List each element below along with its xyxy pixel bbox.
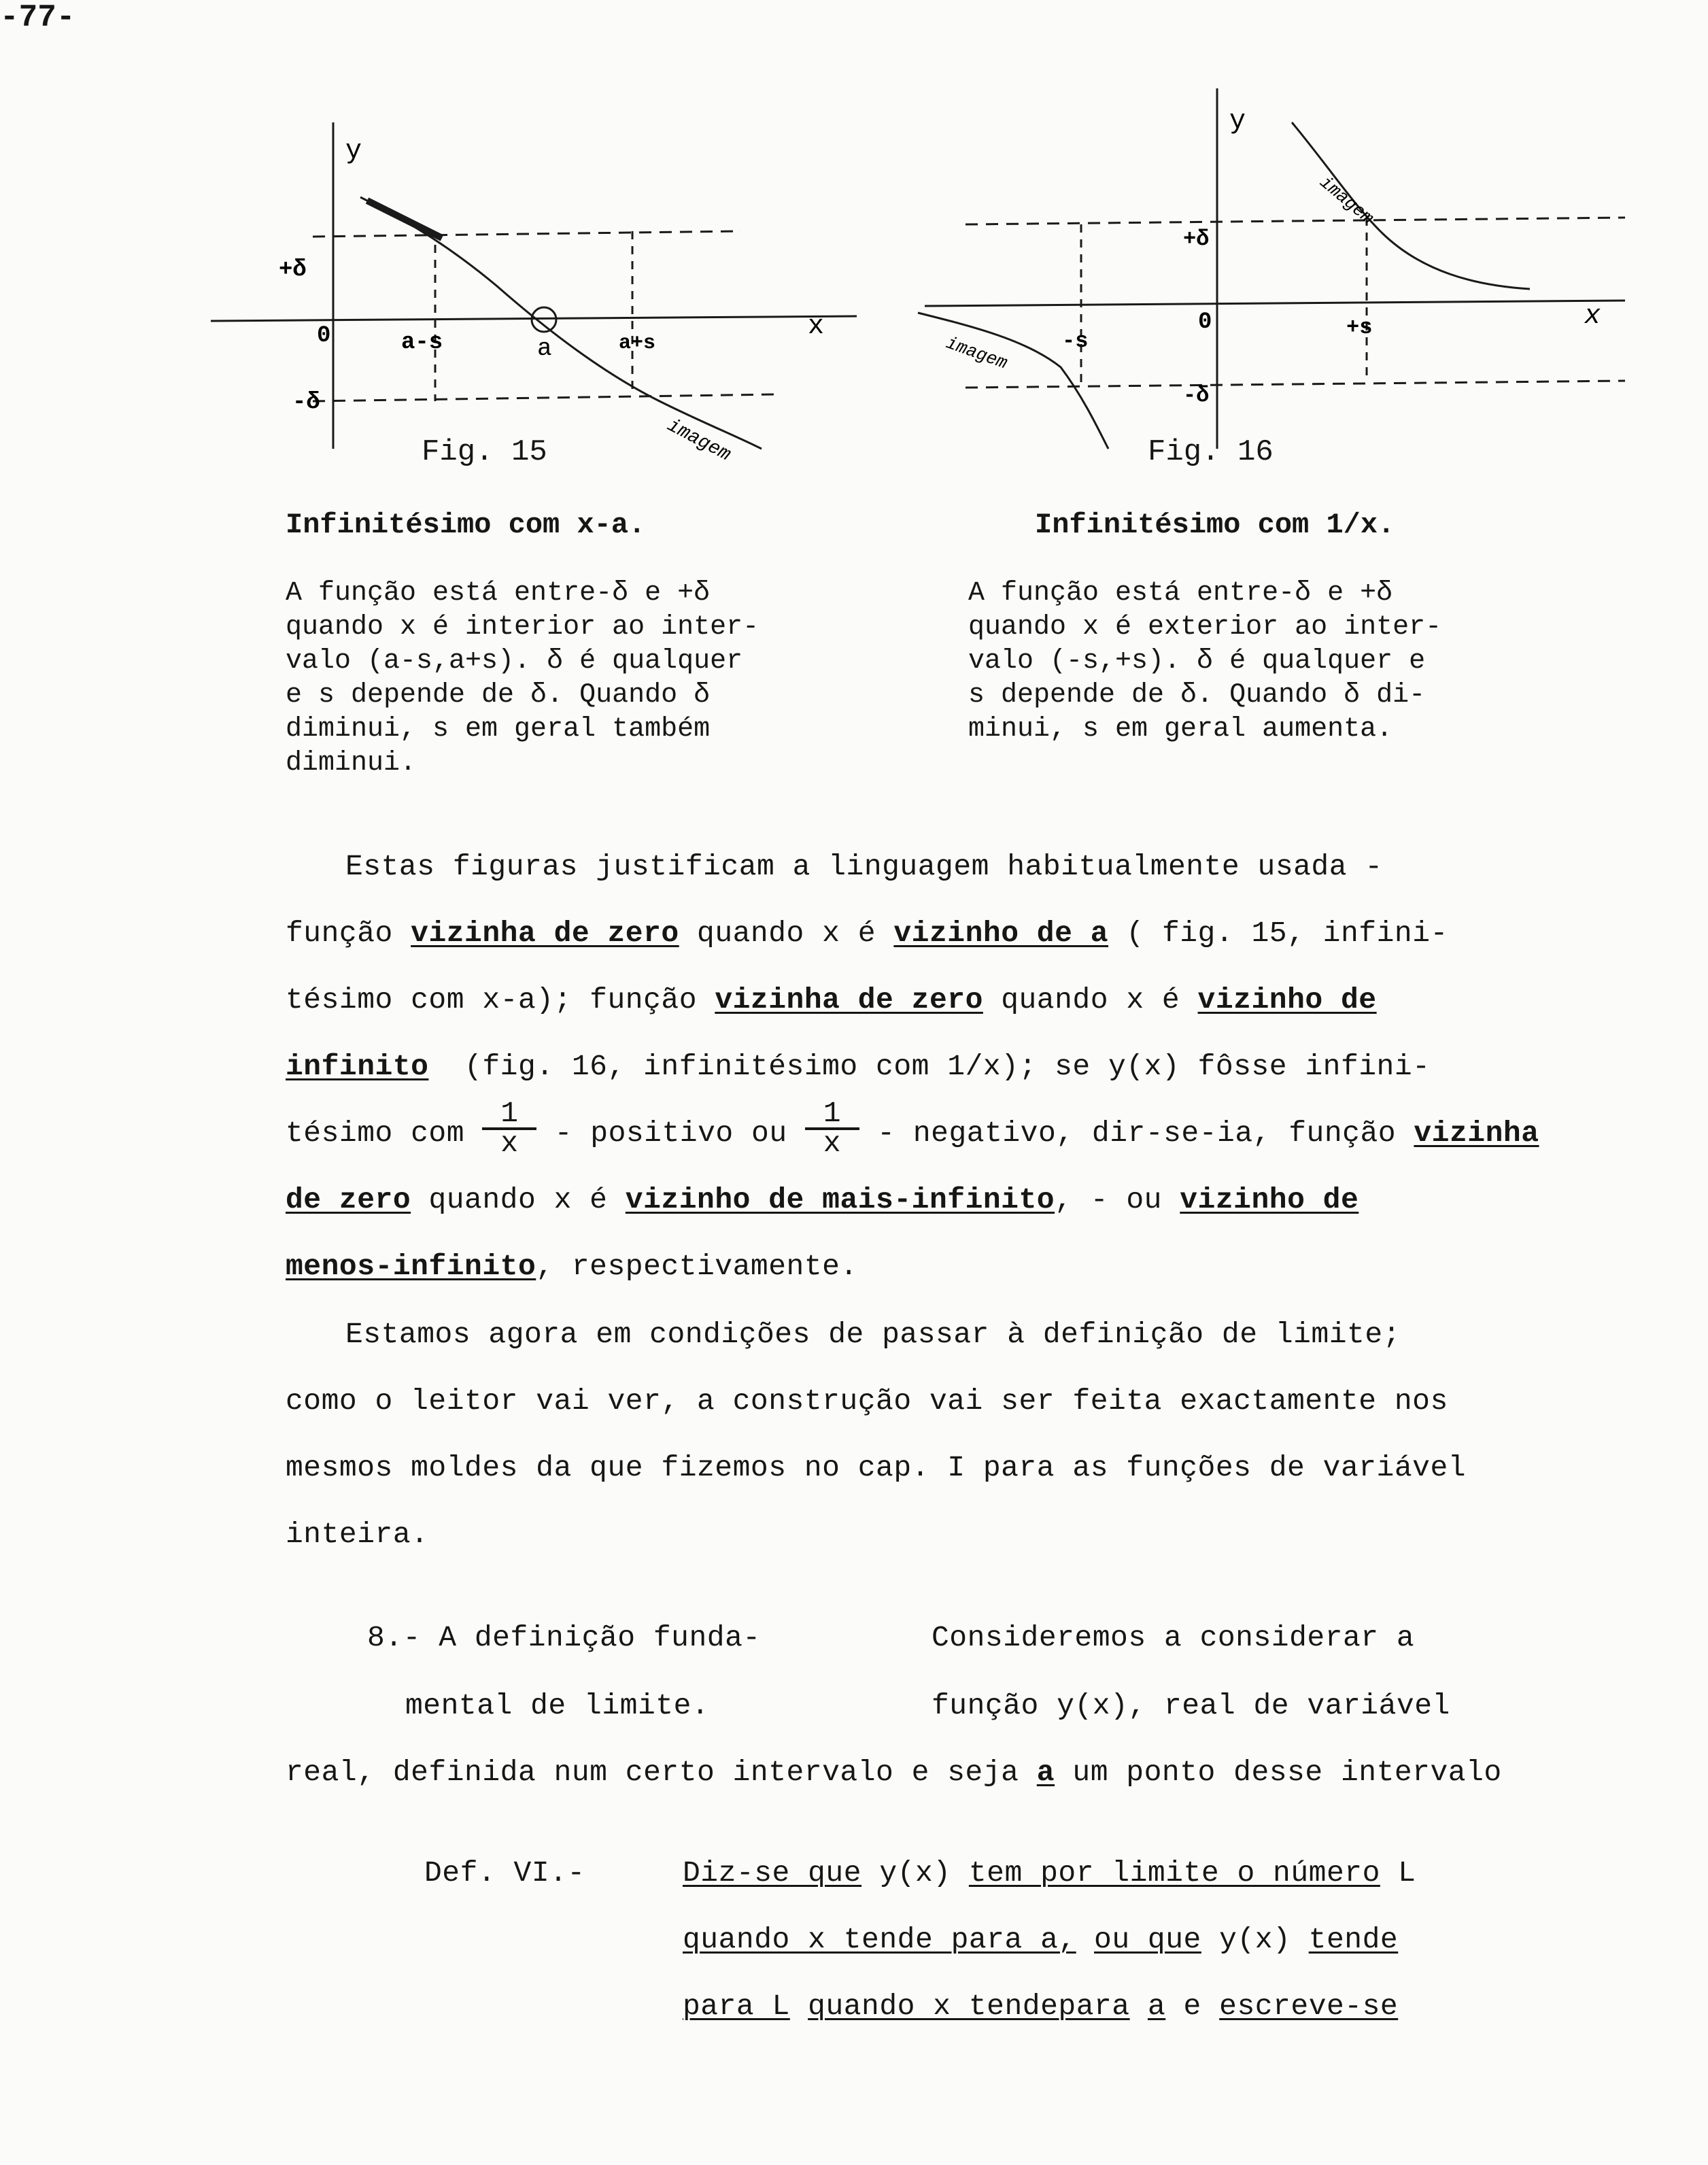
figure-15 [197,109,877,490]
fraction-one-over-x: $\frac{1}{x}$ [805,1100,859,1130]
p2-line: Estamos agora em condições de passar à definição de limite; [345,1318,1401,1351]
definition-label: Def. VI.- [424,1856,585,1890]
fig16-desc-line: s depende de δ. Quando δ di- [968,680,1426,711]
fig15-label: Fig. 15 [422,435,547,469]
section-title-line-2: mental de limite. [405,1689,710,1722]
fig15-x-label: x [808,311,825,342]
fig16-label: Fig. 16 [1148,435,1274,469]
fig16-curve-right [1292,122,1530,289]
p2-line: inteira. [286,1518,429,1551]
p1-line-1: Estas figuras justificam a linguagem habitualmente usada - [345,850,1383,883]
fig16-curve-label-left: imagem [943,333,1010,374]
fraction-one-over-x: $\frac{1}{x}$ [482,1100,536,1130]
fig16-y-label: y [1229,106,1246,137]
fig16-plus-s: +s [1346,315,1373,340]
section-text-line-2: função y(x), real de variável [932,1689,1450,1722]
p1-line-4: infinito (fig. 16, infinitésimo com 1/x); se y(x) fôsse infini- [286,1050,1431,1083]
definition-line-2: quando x tende para a, ou que y(x) tende [683,1923,1399,1956]
fig15-description [286,577,759,781]
section-text-line-3: real, definida num certo intervalo e seja a um ponto desse intervalo [286,1756,1502,1789]
p1-line-5: tésimo com $\frac{1}{x}$ - positivo ou $\frac{1}{x}$ - negativo, dir-se-ia, função vizinha [286,1097,1539,1160]
figure-16 [904,82,1652,490]
fig16-caption: Infinitésimo com 1/x. [1035,509,1395,541]
fig16-desc-line: minui, s em geral aumenta. [968,714,1393,745]
fig15-desc-line: diminui, s em geral também [286,714,711,745]
fig15-minus-delta-line [313,394,775,401]
p1-line-7: menos-infinito, respectivamente. [286,1250,858,1283]
fig16-x-label: x [1584,301,1601,332]
fig15-caption: Infinitésimo com x-a. [286,509,646,541]
definition-line-1: Diz-se que y(x) tem por limite o número L [683,1856,1416,1890]
p2-line: como o leitor vai ver, a construção vai ser feita exactamente nos [286,1384,1448,1418]
fig15-origin-label: 0 [317,323,331,349]
fig15-desc-line: diminui. [286,748,417,779]
figure-16-graph [904,82,1652,462]
fig15-plus-delta-line [313,231,741,237]
fig15-curve-label: imagem [663,415,734,462]
fig15-minus-delta: -δ [292,390,320,415]
fig16-minus-delta: -δ [1183,383,1210,408]
fig16-desc-line: valo (-s,+s). δ é qualquer e [968,646,1426,677]
p1-line-3: tésimo com x-a); função vizinha de zero quando x é vizinho de [286,983,1377,1017]
fig15-desc-line: A função está entre-δ e +δ [286,578,711,609]
p1-line-2: função vizinha de zero quando x é vizinho de a ( fig. 15, infini- [286,917,1448,950]
fig16-minus-s: -s [1062,328,1089,354]
p1-line-6: de zero quando x é vizinho de mais-infinito, - ou vizinho de [286,1183,1359,1216]
fig16-origin-label: 0 [1198,309,1212,335]
figure-15-graph [197,109,877,462]
fig15-desc-line: valo (a-s,a+s). δ é qualquer [286,646,743,677]
section-title-line-1: 8.- A definição funda- [367,1621,761,1654]
fig16-minus-delta-line [966,381,1625,388]
fig15-tick-a-plus-s: a+s [619,332,656,355]
fig16-description [968,577,1441,747]
definition-line-3: para L quando x tendepara a e escreve-se [683,1990,1399,2023]
fig16-plus-delta-line [966,218,1625,224]
fig15-y-label: y [345,136,362,167]
fig15-tick-a: a [537,335,552,362]
fig16-desc-line: A função está entre-δ e +δ [968,578,1393,609]
section-text-line-1: Consideremos a considerar a [932,1621,1415,1654]
page-number: -77- [0,0,75,35]
fig15-tick-a-minus-s: a-s [401,330,443,356]
fig16-plus-delta: +δ [1183,226,1210,252]
fig15-plus-delta: +δ [279,257,307,283]
fig15-desc-line: e s depende de δ. Quando δ [286,680,711,711]
p2-line: mesmos moldes da que fizemos no cap. I para as funções de variável [286,1451,1467,1484]
fig15-desc-line: quando x é interior ao inter- [286,612,759,643]
fig15-curve-hatch [367,201,442,238]
fig16-desc-line: quando x é exterior ao inter- [968,612,1442,643]
fig16-curve-label-right: imagem [1315,172,1378,229]
fig16-x-axis [925,301,1625,306]
